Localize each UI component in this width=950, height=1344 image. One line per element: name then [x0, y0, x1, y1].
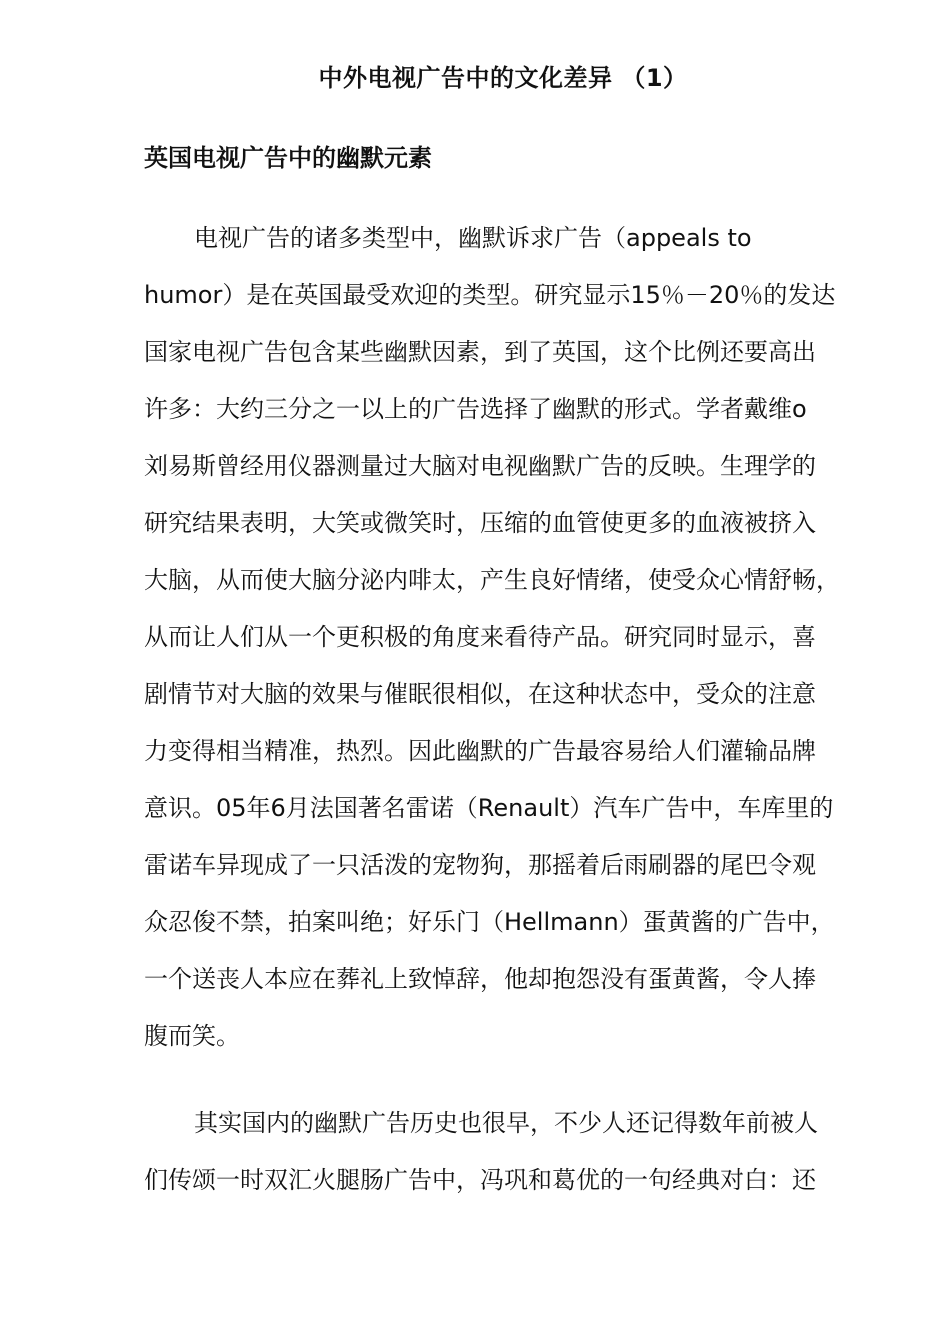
paragraph-1-line-2: humor）是在英国最受欢迎的类型。研究显示15％－20％的发达: [144, 281, 836, 309]
paragraph-1-line-5: 刘易斯曾经用仪器测量过大脑对电视幽默广告的反映。生理学的: [144, 452, 816, 480]
paragraph-1-line-10: 力变得相当精准，热烈。因此幽默的广告最容易给人们灌输品牌: [144, 737, 816, 765]
section-heading: 英国电视广告中的幽默元素: [144, 144, 432, 172]
paragraph-2: [144, 1095, 884, 1209]
paragraph-1-line-11: 意识。05年6月法国著名雷诺（Renault）汽车广告中，车库里的: [144, 794, 834, 822]
paragraph-1: [144, 210, 884, 1065]
paragraph-1-line-3: 国家电视广告包含某些幽默因素，到了英国，这个比例还要高出: [144, 338, 816, 366]
paragraph-1-line-14: 一个送丧人本应在葬礼上致悼辞，他却抱怨没有蛋黄酱，令人捧: [144, 965, 816, 993]
paragraph-2-line-1: 其实国内的幽默广告历史也很早，不少人还记得数年前被人: [194, 1109, 818, 1137]
paragraph-1-line-7: 大脑，从而使大脑分泌内啡太，产生良好情绪，使受众心情舒畅，: [144, 566, 840, 594]
paragraph-1-line-4: 许多：大约三分之一以上的广告选择了幽默的形式。学者戴维o: [144, 395, 807, 423]
paragraph-1-line-8: 从而让人们从一个更积极的角度来看待产品。研究同时显示，喜: [144, 623, 816, 651]
paragraph-1-line-6: 研究结果表明，大笑或微笑时，压缩的血管使更多的血液被挤入: [144, 509, 816, 537]
paragraph-1-line-1: 电视广告的诸多类型中，幽默诉求广告（appeals to: [194, 224, 752, 252]
document-title: 中外电视广告中的文化差异 （1）: [318, 64, 688, 92]
paragraph-1-line-13: 众忍俊不禁，拍案叫绝；好乐门（Hellmann）蛋黄酱的广告中，: [144, 908, 835, 936]
paragraph-1-line-12: 雷诺车异现成了一只活泼的宠物狗，那摇着后雨刷器的尾巴令观: [144, 851, 816, 879]
paragraph-1-line-9: 剧情节对大脑的效果与催眠很相似，在这种状态中，受众的注意: [144, 680, 816, 708]
paragraph-2-line-2: 们传颂一时双汇火腿肠广告中，冯巩和葛优的一句经典对白：还: [144, 1166, 816, 1194]
paragraph-1-line-15: 腹而笑。: [144, 1022, 240, 1050]
